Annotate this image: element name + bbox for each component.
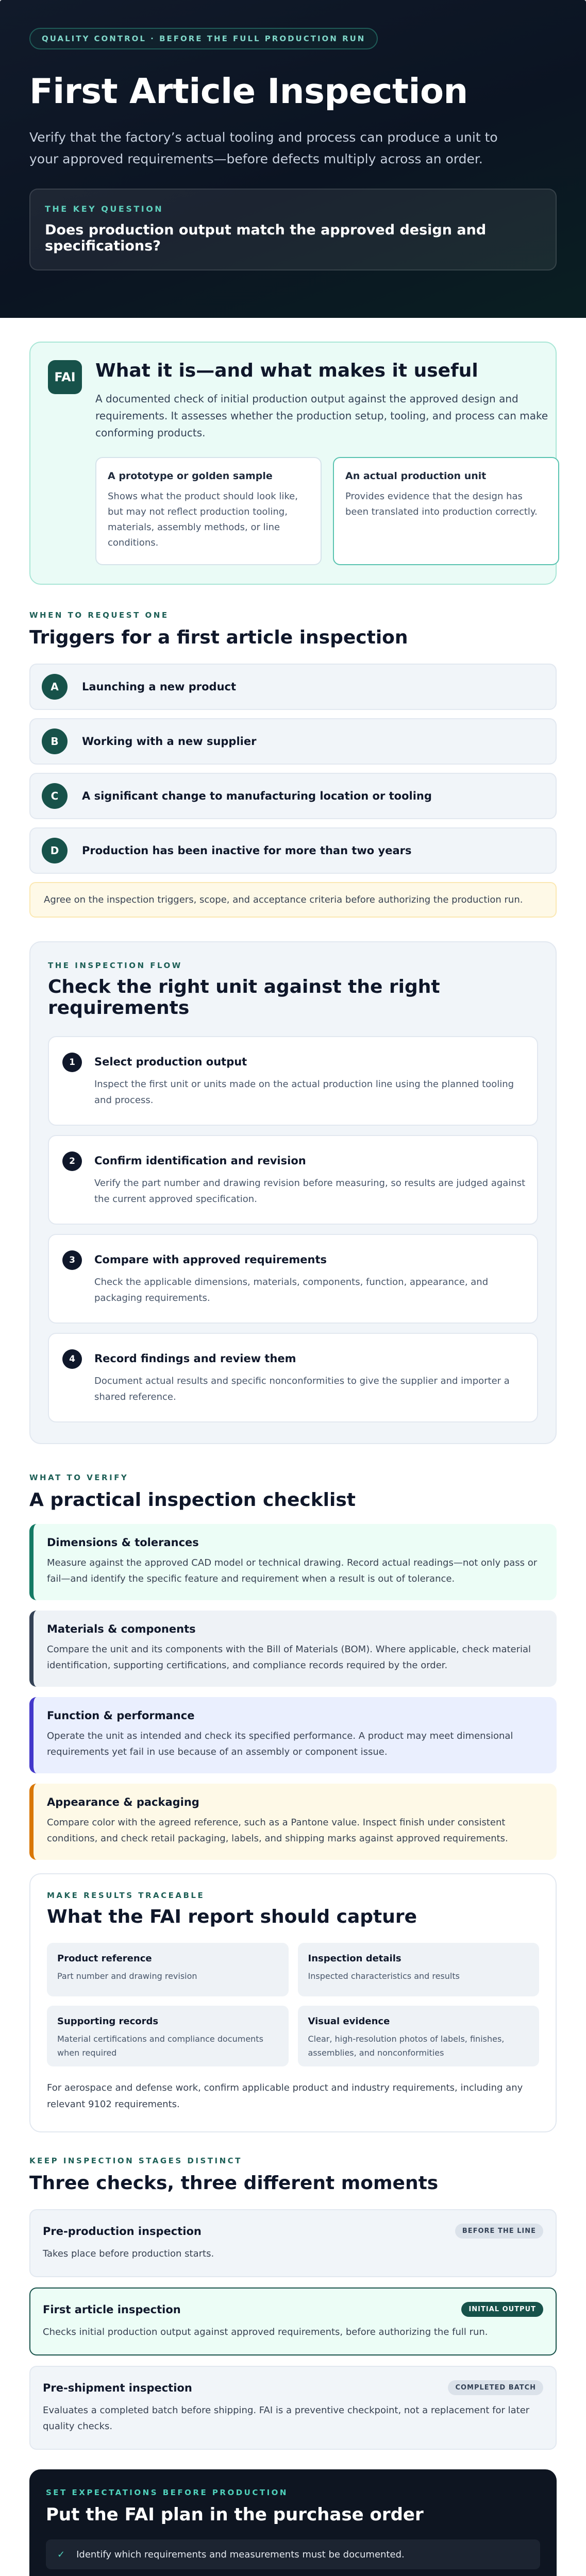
stages-section (29, 2156, 557, 2450)
key-question-text: Does production output match the approved design and specifications? (45, 222, 487, 254)
page-title: First Article Inspection (29, 71, 468, 111)
report-cell-title: Product reference (57, 1953, 152, 1964)
report-cell-visual-evidence (298, 2006, 540, 2066)
po-eyebrow: SET EXPECTATIONS BEFORE PRODUCTION (46, 2488, 288, 2497)
checklist-item-appearance (29, 1784, 557, 1860)
checklist-item-dimensions (29, 1524, 557, 1600)
checklist-item-function (29, 1697, 557, 1773)
trigger-label: Production has been inactive for more than two years (82, 844, 412, 857)
report-eyebrow: MAKE RESULTS TRACEABLE (47, 1891, 205, 1900)
fai-badge: FAI (48, 360, 82, 394)
report-cell-title: Visual evidence (308, 2016, 390, 2027)
what-it-is-description: A documented check of initial production output against the approved design and requirements. It assesses whether the production setup, tooling, and process can make conforming products. (95, 393, 548, 439)
checklist-item-title: Function & performance (47, 1709, 195, 1722)
flow-step (48, 1135, 538, 1225)
stage-badge: BEFORE THE LINE (455, 2224, 543, 2239)
inspection-flow-section (29, 941, 557, 1444)
production-unit-card-text: Provides evidence that the design has been translated into production correctly. (345, 491, 538, 517)
stages-title: Three checks, three different moments (29, 2173, 439, 2194)
flow-step (48, 1333, 538, 1422)
stage-text: Takes place before production starts. (43, 2248, 214, 2259)
trigger-label: A significant change to manufacturing location or tooling (82, 790, 432, 802)
trigger-letter: B (42, 728, 68, 754)
step-text: Document actual results and specific nonconformities to give the supplier and importer a shared reference. (94, 1376, 510, 1402)
checklist-section (29, 1473, 557, 1860)
report-cell-supporting-records (47, 2006, 289, 2066)
stage-text: Evaluates a completed batch before shipping. FAI is a preventive checkpoint, not a replacement for later quality checks. (43, 2405, 530, 2432)
trigger-label: Working with a new supplier (82, 735, 257, 748)
stage-title: First article inspection (43, 2303, 181, 2316)
checklist-eyebrow: WHAT TO VERIFY (29, 1473, 129, 1482)
production-unit-card (333, 457, 559, 565)
triggers-title: Triggers for a first article inspection (29, 627, 408, 648)
what-it-is-card (29, 342, 557, 585)
checklist-item-title: Materials & components (47, 1623, 196, 1635)
trigger-letter: A (42, 674, 68, 700)
checklist-item-text: Compare color with the agreed reference, such as a Pantone value. Inspect finish under consistent conditions, and check retail packaging, labels, and shipping marks against approved requirements. (47, 1817, 508, 1844)
stage-pre-production (29, 2209, 557, 2277)
checklist-item-text: Operate the unit as intended and check its specified performance. A product may meet dimensional requirements yet fail in use because of an assembly or component issue. (47, 1731, 513, 1757)
trigger-item (29, 718, 557, 765)
triggers-section (29, 611, 557, 918)
step-title: Compare with approved requirements (94, 1253, 327, 1266)
step-title: Confirm identification and revision (94, 1155, 306, 1167)
flow-steps (48, 1036, 538, 1422)
what-it-is-title: What it is—and what makes it useful (95, 360, 478, 381)
flow-title: Check the right unit against the right requirements (48, 976, 440, 1019)
production-unit-card-title: An actual production unit (345, 470, 487, 482)
step-number: 2 (62, 1151, 82, 1171)
stages-eyebrow: KEEP INSPECTION STAGES DISTINCT (29, 2156, 242, 2165)
trigger-letter: D (42, 838, 68, 863)
flow-step (48, 1234, 538, 1324)
trigger-list (29, 664, 557, 874)
stage-badge: INITIAL OUTPUT (461, 2302, 543, 2317)
report-cell-title: Supporting records (57, 2016, 159, 2027)
step-number: 3 (62, 1250, 82, 1270)
hero-subtitle: Verify that the factory’s actual tooling and process can produce a unit to your approved requirements—before defects multiply across an order. (29, 130, 498, 166)
report-cell-text: Part number and drawing revision (57, 1971, 197, 1981)
step-title: Record findings and review them (94, 1352, 296, 1365)
flow-step (48, 1036, 538, 1126)
checklist-item-text: Compare the unit and its components with the Bill of Materials (BOM). Where applicable, check material identification, supporting certifications, and compliance records required by the order. (47, 1644, 531, 1671)
po-list-item (46, 2539, 540, 2569)
trigger-letter: C (42, 783, 68, 809)
report-cell-product-reference (47, 1943, 289, 1996)
triggers-note: Agree on the inspection triggers, scope, and acceptance criteria before authorizing the production run. (29, 882, 557, 918)
po-title: Put the FAI plan in the purchase order (46, 2504, 424, 2525)
hero-pill: QUALITY CONTROL · BEFORE THE FULL PRODUCTION RUN (29, 28, 378, 49)
stage-first-article (29, 2287, 557, 2355)
step-text: Check the applicable dimensions, materials, components, function, appearance, and packaging requirements. (94, 1277, 489, 1303)
trigger-item (29, 664, 557, 710)
step-title: Select production output (94, 1056, 247, 1068)
trigger-item (29, 827, 557, 874)
flow-eyebrow: THE INSPECTION FLOW (48, 961, 182, 970)
prototype-card (95, 457, 322, 565)
report-note: For aerospace and defense work, confirm applicable product and industry requirements, including any relevant 9102 requirements. (47, 2082, 523, 2110)
step-text: Inspect the first unit or units made on the actual production line using the planned tooling and process. (94, 1079, 514, 1106)
prototype-card-title: A prototype or golden sample (108, 470, 273, 482)
trigger-item (29, 773, 557, 819)
step-number: 4 (62, 1349, 82, 1369)
po-item-label: Identify which requirements and measurements must be documented. (76, 2549, 405, 2560)
stage-text: Checks initial production output against approved requirements, before authorizing the full run. (43, 2327, 488, 2337)
prototype-card-text: Shows what the product should look like, but may not reflect production tooling, materials, assembly methods, or line conditions. (108, 491, 298, 548)
trigger-label: Launching a new product (82, 681, 237, 693)
triggers-eyebrow: WHEN TO REQUEST ONE (29, 611, 169, 620)
step-number: 1 (62, 1053, 82, 1072)
report-cell-title: Inspection details (308, 1953, 401, 1964)
key-question-label: THE KEY QUESTION (45, 204, 164, 214)
purchase-order-section (29, 2469, 557, 2576)
report-title: What the FAI report should capture (47, 1906, 417, 1927)
stage-title: Pre-production inspection (43, 2225, 202, 2238)
report-cell-inspection-details (298, 1943, 540, 1996)
report-cell-text: Clear, high-resolution photos of labels, finishes, assemblies, and nonconformities (308, 2034, 505, 2058)
stage-title: Pre-shipment inspection (43, 2381, 192, 2394)
key-question-box (29, 189, 557, 270)
check-icon: ✓ (57, 2549, 65, 2560)
checklist-item-materials (29, 1611, 557, 1687)
checklist-title: A practical inspection checklist (29, 1489, 356, 1511)
report-section (29, 1873, 557, 2132)
checklist-item-text: Measure against the approved CAD model or technical drawing. Record actual readings—not only pass or fail—and identify the specific feature and requirement when a result is out of tolerance. (47, 1557, 538, 1584)
checklist-item-title: Appearance & packaging (47, 1796, 199, 1808)
stage-pre-shipment (29, 2366, 557, 2450)
step-text: Verify the part number and drawing revision before measuring, so results are judged against the current approved specification. (94, 1178, 526, 1205)
stage-badge: COMPLETED BATCH (448, 2380, 543, 2395)
hero-section (0, 0, 586, 318)
report-cell-text: Inspected characteristics and results (308, 1971, 460, 1981)
report-cell-text: Material certifications and compliance documents when required (57, 2034, 263, 2058)
checklist-item-title: Dimensions & tolerances (47, 1536, 199, 1549)
